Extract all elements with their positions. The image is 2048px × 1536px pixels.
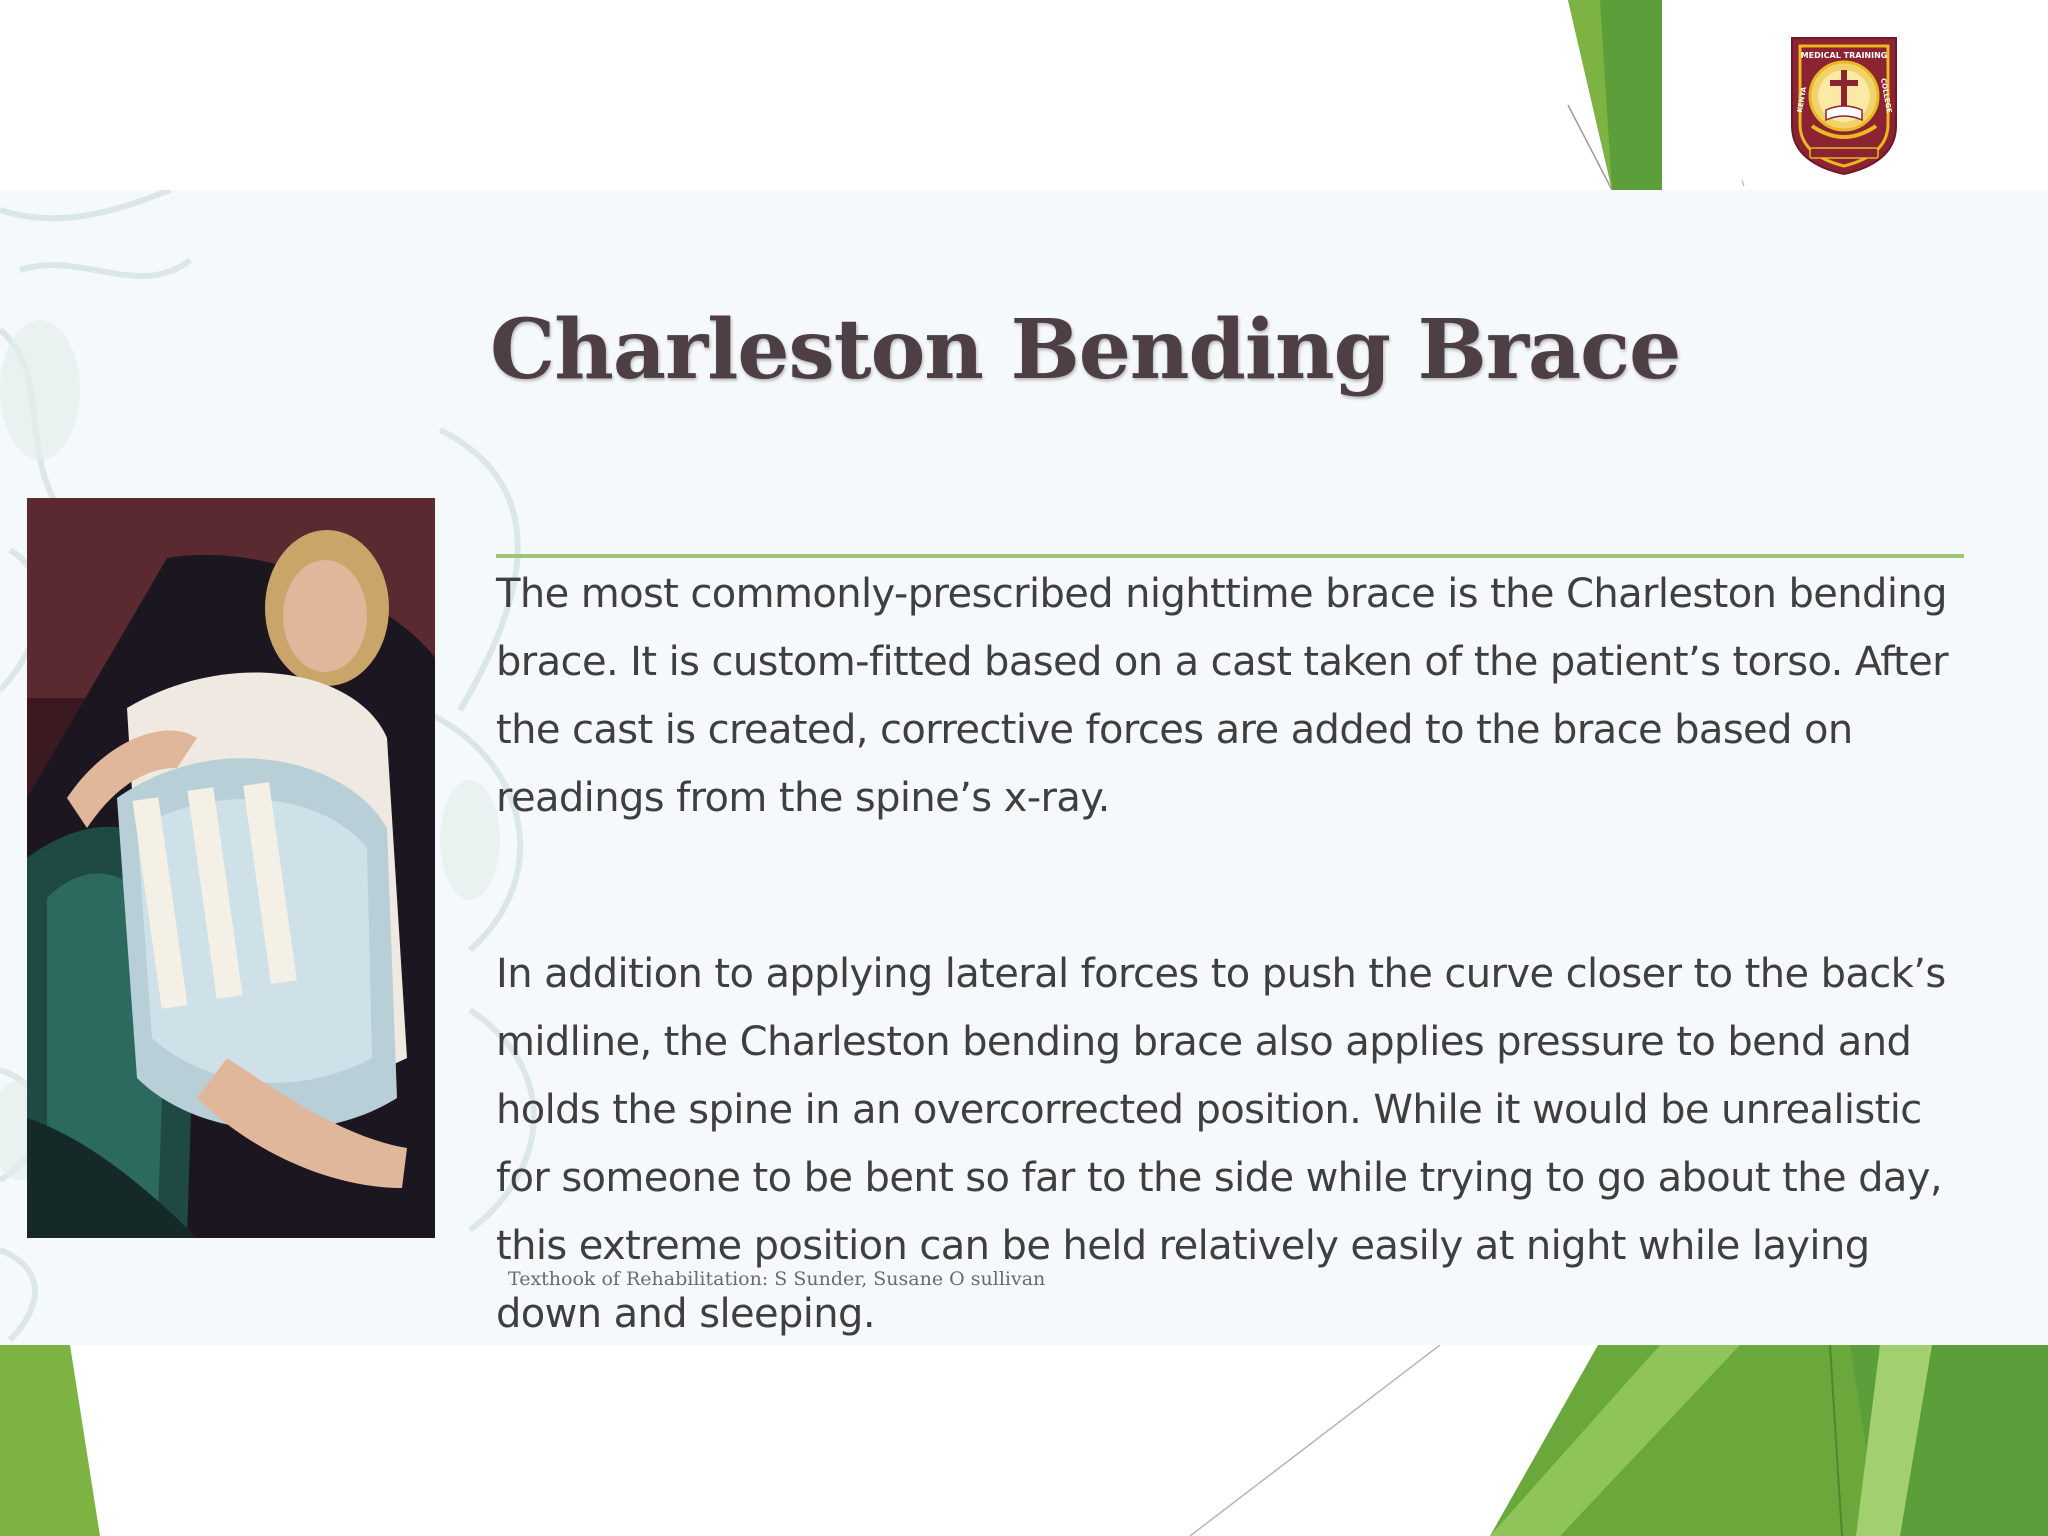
svg-text:MEDICAL TRAINING: MEDICAL TRAINING — [1800, 51, 1888, 60]
paragraph-1: The most commonly-prescribed nighttime brace is the Charleston bending brace. It is custom-fitted based on a cast taken of the patient’s torso. After the cast is created, corrective forces are added to the brace based on readings from the spine’s x-ray. — [496, 571, 1948, 821]
title-divider — [496, 554, 1964, 558]
svg-text:COLLEGE: COLLEGE — [1878, 77, 1893, 114]
svg-text:KENYA: KENYA — [1795, 86, 1809, 114]
patient-brace-photo — [27, 498, 435, 1238]
citation: Texthook of Rehabilitation: S Sunder, Susane O sullivan — [508, 1268, 1046, 1290]
college-crest-icon — [1782, 30, 1906, 176]
brace-illustration — [27, 498, 435, 1238]
paragraph-2: In addition to applying lateral forces to push the curve closer to the back’s midline, the Charleston bending brace also applies pressure to bend and holds the spine in an overcorrected position. While it would be unrealistic for someone to be bent so far to the side while trying to go about the day, this extreme position can be held relatively easily at night while laying down and sleeping. — [496, 951, 1946, 1337]
slide-title: Charleston Bending Brace — [490, 302, 1681, 398]
